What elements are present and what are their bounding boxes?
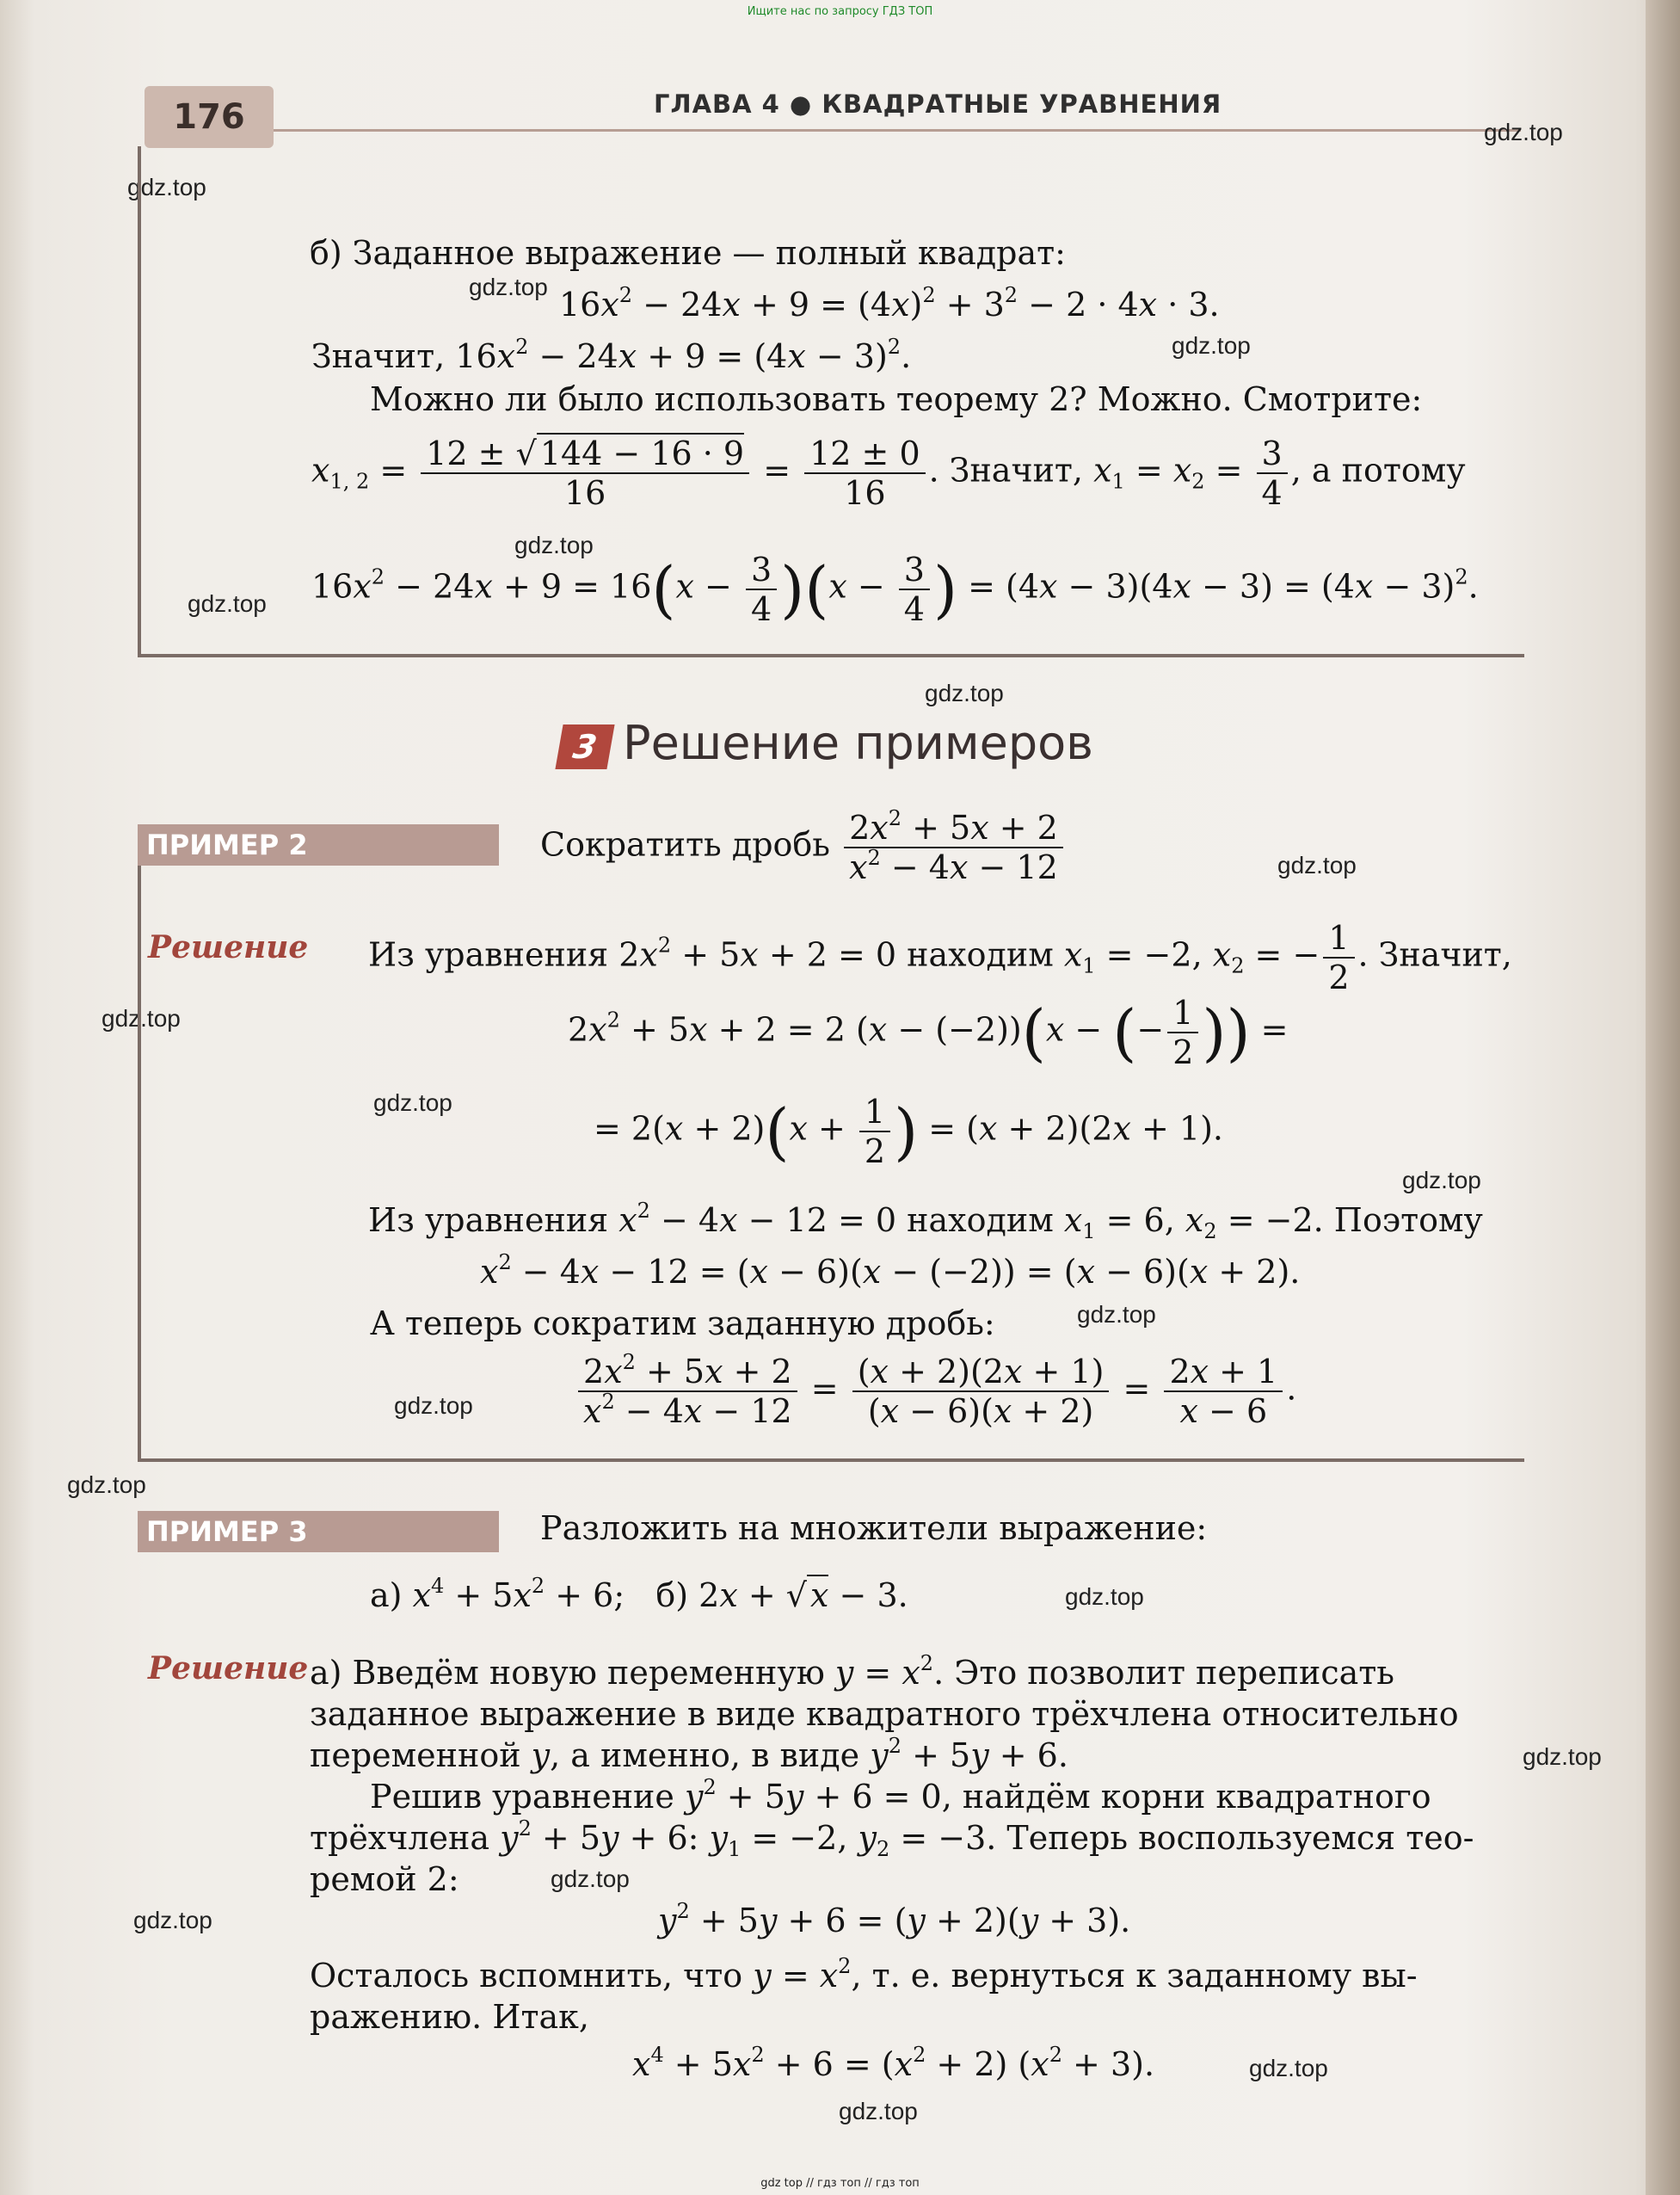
watermark: gdz.top <box>133 1907 212 1933</box>
example-2-line4: Из уравнения $x^2 - 4x - 12 = 0$ находим $x_1 = 6$, $x_2 = -2$. Поэтому <box>368 1199 1483 1243</box>
example-3-subtasks: а) $x^4 + 5x^2 + 6$; б) 2x + √ x − 3. <box>370 1574 908 1614</box>
part-b-factorization: $16x^2 - 24x + 9 = 16(x$ − $\frac{3}{4}$ )(x − $\frac{3}{4}$ ) = $(4x - 3)(4x - 3) = (4x - 3)^2$. <box>311 551 1479 628</box>
section-number-badge: 3 <box>555 724 614 769</box>
part-b-line4: Можно ли было использовать теорему 2? Можно. Смотрите: <box>370 380 1423 418</box>
example-3-p1-line2: заданное выражение в виде квадратного трёхчлена относительно <box>310 1695 1459 1733</box>
watermark: gdz.top <box>127 174 206 200</box>
example-3-solution-label: Решение <box>148 1650 309 1686</box>
example-3-p1-line1: а) Введём новую переменную $y = x^2$. Это позволит переписать <box>310 1651 1394 1692</box>
example-3-formula2: $x^4 + 5x^2 + 6 = (x^2 + 2) (x^2 + 3)$. <box>632 2043 1155 2083</box>
page-number: 176 <box>145 86 274 148</box>
watermark: gdz.top <box>394 1392 473 1419</box>
watermark: gdz.top <box>1484 119 1563 145</box>
watermark: gdz.top <box>373 1089 452 1116</box>
header-rule <box>274 129 1521 132</box>
watermark: gdz.top <box>1523 1743 1602 1770</box>
part-b-line3: Значит, $16x^2 - 24x + 9 = (4x - 3)^2$. <box>311 335 912 375</box>
example-3-task: Разложить на множители выражение: <box>540 1509 1208 1547</box>
watermark: gdz.top <box>839 2098 918 2124</box>
part-b-roots: $x_{1, 2}$ = $\frac{12 \pm √ 144 - 16 \cdot 9}{16}$ = $\frac{12 \pm 0}{16}$ . Значит, $x_1 = x_2$ = $\frac{3}{4}$ , а потому <box>311 435 1466 512</box>
book-spine-edge <box>1646 0 1680 2195</box>
example-3-p1-line3: переменной y, а именно, в виде $y^2 + 5y + 6$. <box>310 1734 1068 1774</box>
footer-note: gdz top // гдз топ // гдз топ <box>760 2177 920 2190</box>
example-3-p3-line2: ражению. Итак, <box>310 1998 589 2036</box>
watermark: gdz.top <box>1277 852 1357 879</box>
example-3-p3-line1: Осталось вспомнить, что $y = x^2$, т. е. вернуться к заданному вы- <box>310 1954 1418 1995</box>
watermark: gdz.top <box>102 1005 181 1032</box>
example-2-line1: Из уравнения $2x^2 + 5x + 2 = 0$ находим $x_1 = -2$, $x_2$ = − $\frac{1}{2}$ . Значит, <box>368 919 1512 996</box>
example-2-line2: $2x^2 + 5x + 2 = 2$ (x − (−2))(x − (− $\frac{1}{2}$ )) = <box>568 994 1289 1071</box>
watermark: gdz.top <box>188 590 267 617</box>
example-2-solution-label: Решение <box>148 929 309 965</box>
section-title: Решение примеров <box>623 716 1093 770</box>
example-2-tag: ПРИМЕР 2 <box>138 824 499 866</box>
watermark: gdz.top <box>551 1865 630 1892</box>
example-2-line6: А теперь сократим заданную дробь: <box>370 1304 995 1342</box>
example-2-task: Сократить дробь $\frac{2x^2 + 5x + 2}{x^2 - 4x - 12}$ <box>540 809 1067 886</box>
example-3-p2-line3: ремой 2: <box>310 1860 459 1898</box>
example-2-line3: = 2(x + 2)(x + $\frac{1}{2}$ ) = (x + 2)(2x + 1). <box>594 1093 1223 1170</box>
watermark: gdz.top <box>514 532 594 558</box>
example-2-result: $\frac{2x^2 + 5x + 2}{x^2 - 4x - 12}$ = $\frac{(x + 2)(2x + 1)}{(x - 6)(x + 2)}$ = $\frac{2x + 1}{x - 6}$ . <box>575 1353 1296 1430</box>
chapter-title: ГЛАВА 4 ● КВАДРАТНЫЕ УРАВНЕНИЯ <box>654 89 1222 119</box>
watermark: gdz.top <box>67 1471 146 1498</box>
watermark: gdz.top <box>1402 1167 1481 1193</box>
example-3-p2-line1: Решив уравнение $y^2 + 5y + 6 = 0$, найдём корни квадратного <box>370 1775 1431 1816</box>
watermark: gdz.top <box>1172 332 1251 359</box>
watermark: gdz.top <box>925 680 1004 706</box>
watermark: gdz.top <box>1065 1583 1144 1610</box>
watermark: gdz.top <box>1077 1301 1156 1328</box>
part-b-line1: б) Заданное выражение — полный квадрат: <box>310 234 1066 272</box>
top-note: Ищите нас по запросу ГДЗ ТОП <box>747 5 933 18</box>
example-3-tag: ПРИМЕР 3 <box>138 1511 499 1552</box>
part-b-formula1: $16x^2 - 24x + 9 = (4x)^2 + 3^2 - 2 \cdot 4x \cdot 3$. <box>559 283 1220 324</box>
watermark: gdz.top <box>1249 2055 1328 2081</box>
watermark: gdz.top <box>469 274 548 300</box>
example-3-formula1: $y^2 + 5y + 6 = (y + 2)(y + 3)$. <box>658 1899 1131 1939</box>
example-3-p2-line2: трёхчлена $y^2 + 5y + 6$: $y_1 = -2$, $y_2 = -3$. Теперь воспользуемся тео- <box>310 1816 1474 1861</box>
example-2-line5: $x^2 - 4x - 12 = (x - 6)(x - (-2)) = (x - 6)(x + 2)$. <box>480 1250 1301 1291</box>
